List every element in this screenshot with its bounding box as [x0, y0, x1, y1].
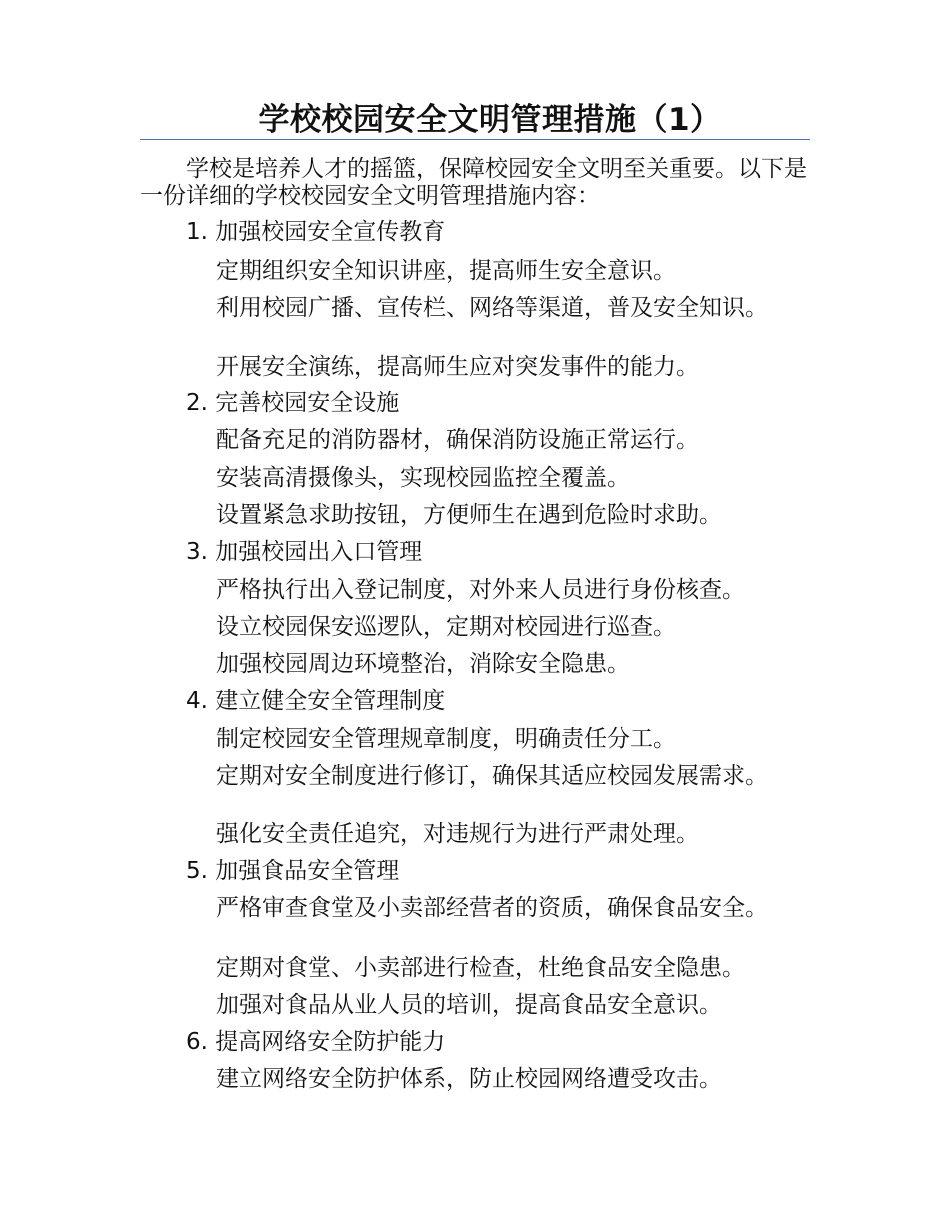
- section-item: 安装高清摄像头，实现校园监控全覆盖。: [216, 465, 630, 491]
- section-item: 制定校园安全管理规章制度，明确责任分工。: [216, 726, 676, 752]
- section-item: 定期对安全制度进行修订，确保其适应校园发展需求。: [216, 763, 768, 789]
- section-heading: 5. 加强食品安全管理: [186, 858, 400, 884]
- section-heading: 2. 完善校园安全设施: [186, 390, 400, 416]
- section-item: 利用校园广播、宣传栏、网络等渠道，普及安全知识。: [216, 295, 768, 321]
- section-heading: 6. 提高网络安全防护能力: [186, 1029, 446, 1055]
- section-heading: 1. 加强校园安全宣传教育: [186, 219, 446, 245]
- section-heading: 4. 建立健全安全管理制度: [186, 688, 446, 714]
- section-item: 加强校园周边环境整治，消除安全隐患。: [216, 651, 630, 677]
- document-title: 学校校园安全文明管理措施（1）: [258, 102, 722, 138]
- section-item: 建立网络安全防护体系，防止校园网络遭受攻击。: [216, 1066, 722, 1092]
- section-item: 定期对食堂、小卖部进行检查，杜绝食品安全隐患。: [216, 955, 745, 981]
- section-item: 加强对食品从业人员的培训，提高食品安全意识。: [216, 992, 722, 1018]
- section-item: 定期组织安全知识讲座，提高师生安全意识。: [216, 258, 676, 284]
- section-item: 设立校园保安巡逻队，定期对校园进行巡查。: [216, 614, 676, 640]
- section-heading: 3. 加强校园出入口管理: [186, 539, 423, 565]
- section-item: 严格执行出入登记制度，对外来人员进行身份核查。: [216, 577, 745, 603]
- section-item: 强化安全责任追究，对违规行为进行严肃处理。: [216, 821, 699, 847]
- section-item: 开展安全演练，提高师生应对突发事件的能力。: [216, 354, 699, 380]
- section-item: 配备充足的消防器材，确保消防设施正常运行。: [216, 427, 699, 453]
- title-underline: [140, 139, 810, 140]
- intro-paragraph: 学校是培养人才的摇篮，保障校园安全文明至关重要。以下是一份详细的学校校园安全文明管理措施内容：: [140, 156, 807, 209]
- section-item: 严格审查食堂及小卖部经营者的资质，确保食品安全。: [216, 895, 768, 921]
- section-item: 设置紧急求助按钮，方便师生在遇到危险时求助。: [216, 502, 722, 528]
